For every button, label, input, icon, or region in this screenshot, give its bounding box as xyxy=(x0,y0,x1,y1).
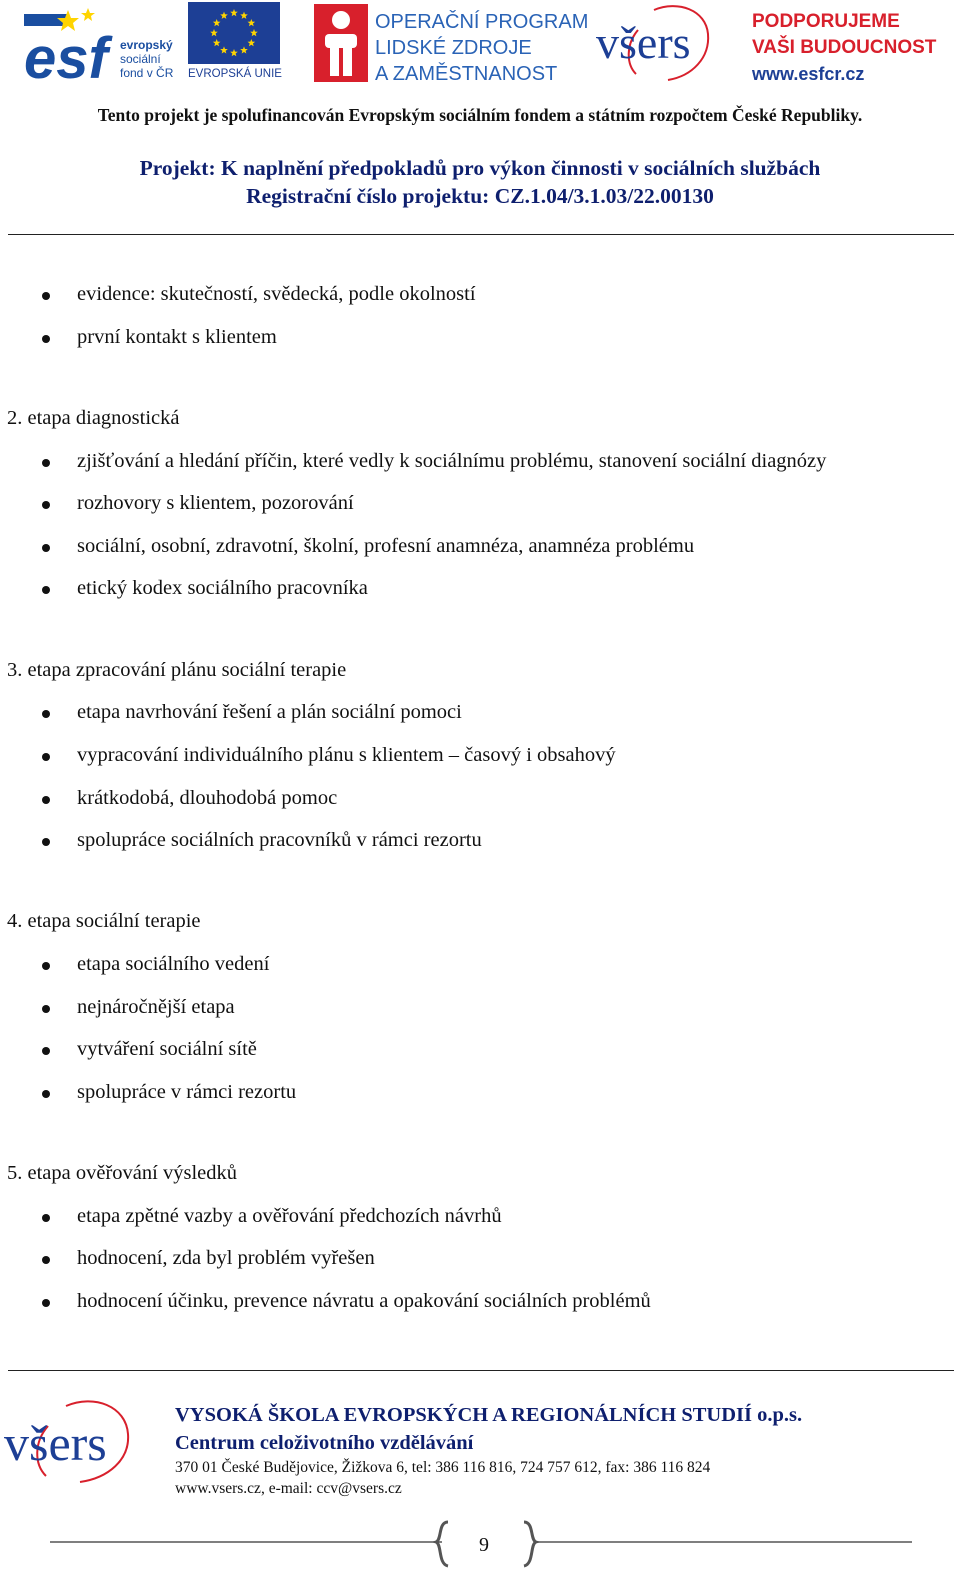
bullet-icon xyxy=(42,501,50,509)
bullet-icon xyxy=(42,1047,50,1055)
stage-heading: 4. etapa sociální terapie xyxy=(7,910,201,932)
bullet-icon xyxy=(42,292,50,300)
vsers-logo-icon xyxy=(596,4,742,82)
bullet-icon xyxy=(42,1090,50,1098)
header-divider xyxy=(8,234,954,235)
school-contact: www.vsers.cz, e-mail: ccv@vsers.cz xyxy=(175,1480,402,1497)
svg-text:všers: všers xyxy=(596,17,691,68)
stage-heading: 3. etapa zpracování plánu sociální terapie xyxy=(7,659,347,681)
bullet-icon xyxy=(42,544,50,552)
support-url: www.esfcr.cz xyxy=(752,64,865,84)
bullet-icon xyxy=(42,962,50,970)
bullet-icon xyxy=(42,753,50,761)
school-address: 370 01 České Budějovice, Žižkova 6, tel: 386 116 816, 724 757 612, fax: 386 116 824 xyxy=(175,1459,711,1476)
support-line-1: PODPORUJEME xyxy=(752,11,900,32)
bullet-icon xyxy=(42,710,50,718)
op-lzz-logo-text: OPERAČNÍ PROGRAM LIDSKÉ ZDROJE A ZAMĚSTNANOST xyxy=(375,11,589,85)
stage-heading: 2. etapa diagnostická xyxy=(7,407,180,429)
page-number: 9 xyxy=(479,1534,489,1556)
bullet-icon xyxy=(42,838,50,846)
bullet-icon xyxy=(42,1299,50,1307)
project-title: Projekt: K naplnění předpokladů pro výkon činnosti v sociálních službách xyxy=(139,156,821,180)
op-lzz-logo xyxy=(312,4,592,84)
center-name: Centrum celoživotního vzdělávání xyxy=(175,1432,474,1454)
esf-logo xyxy=(22,2,184,82)
esf-mark-icon xyxy=(22,6,118,80)
eu-flag-icon xyxy=(188,2,280,64)
bullet-icon xyxy=(42,335,50,343)
cofunding-note: Tento projekt je spolufinancován Evropským sociálním fondem a státním rozpočtem České Republiky. xyxy=(97,105,863,125)
bullet-icon xyxy=(42,796,50,804)
svg-text:esf: esf xyxy=(24,26,108,80)
footer-text xyxy=(175,1401,802,1499)
bullet-icon xyxy=(42,1256,50,1264)
op-lzz-figure-icon xyxy=(312,4,370,82)
school-name: VYSOKÁ ŠKOLA EVROPSKÝCH A REGIONÁLNÍCH STUDIÍ o.p.s. xyxy=(175,1404,803,1426)
header-logos xyxy=(0,0,960,92)
bullet-icon xyxy=(42,1214,50,1222)
bullet-icon xyxy=(42,1005,50,1013)
support-line-2: VAŠI BUDOUCNOST xyxy=(752,37,937,58)
vsers-footer-logo-icon xyxy=(4,1398,152,1484)
stage-heading: 5. etapa ověřování výsledků xyxy=(7,1162,237,1184)
bullet-icon xyxy=(42,586,50,594)
footer-divider xyxy=(8,1370,954,1371)
esf-logo-text: evropský sociální fond v ČR xyxy=(120,38,174,80)
eu-caption: EVROPSKÁ UNIE xyxy=(188,68,282,80)
support-banner xyxy=(752,9,936,87)
bullet-icon xyxy=(42,459,50,467)
eu-logo xyxy=(188,2,284,82)
registration-number: Registrační číslo projektu: CZ.1.04/3.1.03/22.00130 xyxy=(246,184,714,208)
svg-text:všers: všers xyxy=(4,1415,107,1471)
